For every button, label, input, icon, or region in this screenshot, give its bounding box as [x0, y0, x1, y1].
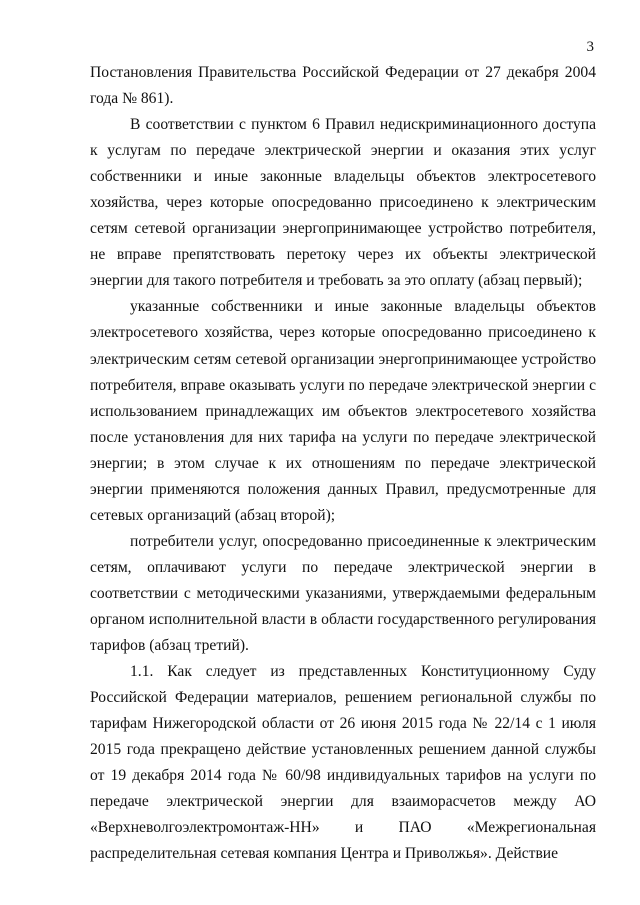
paragraph-rule-clause-1: В соответствии с пунктом 6 Правил недискриминационного доступа к услугам по передаче электрической энергии и оказания этих услуг собственники и иные законные владельцы объектов электросетевого хозяйства, через которые опосредованно присоединено к электрическим сетям сетевой организации энергопринимающее устройство потребителя, не вправе препятствовать перетоку через их объекты электрической энергии для такого потребителя и требовать за это оплату (абзац первый);	[90, 116, 596, 290]
paragraph-rule-clause-2: указанные собственники и иные законные владельцы объектов электросетевого хозяйства, через которые опосредованно присоединено к электрическим сетям сетевой организации энергопринимающее устройство потребителя, вправе оказывать услуги по передаче электрической энергии с использованием принадлежащих им объектов электросетевого хозяйства после установления для них тарифа на услуги по передаче электрической энергии; в этом случае к их отношениям по передаче электрической энергии применяются положения данных Правил, предусмотренные для сетевых организаций (абзац второй);	[90, 298, 596, 524]
paragraph-continuation: Постановления Правительства Российской Федерации от 27 декабря 2004 года № 861).	[90, 64, 596, 108]
body-text	[90, 60, 596, 867]
page-number: 3	[586, 39, 594, 55]
paragraph-rule-clause-3: потребители услуг, опосредованно присоединенные к электрическим сетям, оплачивают услуги по передаче электрической энергии в соответствии с методическими указаниями, утверждаемыми федеральным органом исполнительной власти в области государственного регулирования тарифов (абзац третий).	[90, 532, 596, 655]
paragraph-section-1-1: 1.1. Как следует из представленных Конституционному Суду Российской Федерации материалов, решением региональной службы по тарифам Нижегородской области от 26 июня 2015 года № 22/14 с 1 июля 2015 года прекращено действие установленных решением данной службы от 19 декабря 2014 года № 60/98 индивидуальных тарифов на услуги по передаче электрической энергии для взаиморасчетов между АО «Верхневолгоэлектромонтаж-НН» и ПАО «Межрегиональная распределительная сетевая компания Центра и Приволжья». Действие	[90, 663, 596, 863]
